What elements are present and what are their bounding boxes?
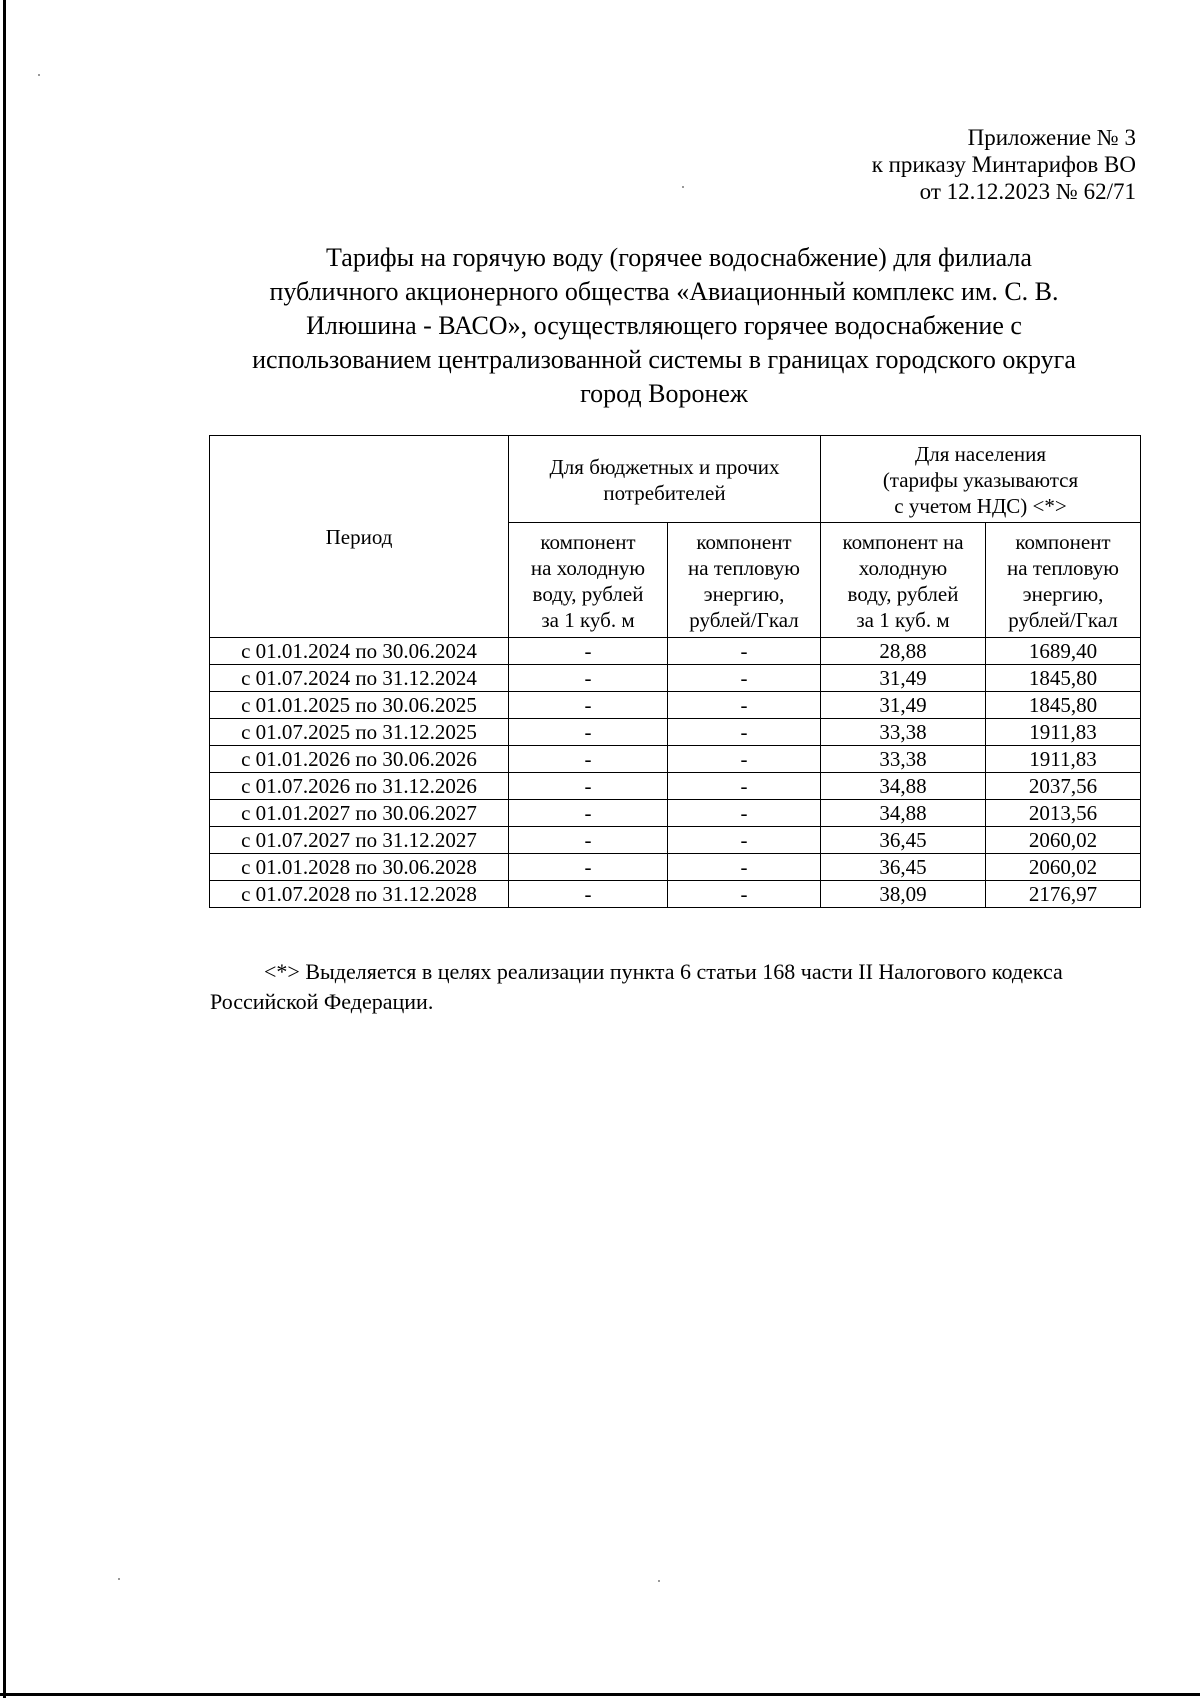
scan-speck <box>38 74 40 76</box>
row-period: с 01.01.2027 по 30.06.2027 <box>210 800 509 827</box>
table-row <box>210 746 1141 773</box>
scan-speck <box>682 186 684 188</box>
row-population-heat: 1845,80 <box>986 665 1141 692</box>
table-row <box>210 881 1141 908</box>
table-row <box>210 692 1141 719</box>
row-population-heat: 2060,02 <box>986 827 1141 854</box>
scan-speck <box>118 1578 120 1580</box>
budget-cold-header-l3: воду, рублей <box>532 582 644 606</box>
period-header: Период <box>210 436 509 638</box>
population-cold-header <box>821 523 986 638</box>
row-budget-heat: - <box>668 746 821 773</box>
appendix-line-2: к приказу Минтарифов ВО <box>871 152 1136 177</box>
row-budget-cold: - <box>509 746 668 773</box>
row-period: с 01.01.2028 по 30.06.2028 <box>210 854 509 881</box>
row-population-cold: 33,38 <box>821 719 986 746</box>
population-cold-header-l2: холодную <box>858 556 948 580</box>
row-population-cold: 34,88 <box>821 800 986 827</box>
budget-heat-header-l4: рублей/Гкал <box>689 608 799 632</box>
scan-edge-bottom <box>0 1693 1200 1696</box>
row-budget-cold: - <box>509 665 668 692</box>
row-population-heat: 2060,02 <box>986 854 1141 881</box>
row-population-heat: 1911,83 <box>986 719 1141 746</box>
population-heat-header-l2: на тепловую <box>1007 556 1119 580</box>
row-period: с 01.07.2028 по 31.12.2028 <box>210 881 509 908</box>
table-row <box>210 638 1141 665</box>
population-heat-header-l3: энергию, <box>1022 582 1104 606</box>
row-population-heat: 2013,56 <box>986 800 1141 827</box>
row-period: с 01.01.2024 по 30.06.2024 <box>210 638 509 665</box>
row-budget-heat: - <box>668 773 821 800</box>
budget-heat-header-l3: энергию, <box>703 582 785 606</box>
table-row <box>210 827 1141 854</box>
row-population-cold: 36,45 <box>821 854 986 881</box>
title-line-4: использованием централизованной системы в границах городского округа <box>252 345 1076 374</box>
row-budget-cold: - <box>509 719 668 746</box>
population-heat-header-l1: компонент <box>1015 530 1111 554</box>
row-budget-heat: - <box>668 665 821 692</box>
budget-heat-header-l2: на тепловую <box>688 556 800 580</box>
appendix-line-1: Приложение № 3 <box>967 125 1136 150</box>
table-row <box>210 665 1141 692</box>
budget-cold-header <box>509 523 668 638</box>
row-budget-heat: - <box>668 827 821 854</box>
title-line-1: Тарифы на горячую воду (горячее водоснабжение) для филиала <box>326 243 1032 272</box>
population-heat-header <box>986 523 1141 638</box>
population-cold-header-l3: воду, рублей <box>847 582 959 606</box>
title-line-5: город Воронеж <box>580 379 748 408</box>
title-line-2: публичного акционерного общества «Авиационный комплекс им. С. В. <box>269 277 1059 306</box>
row-population-cold: 28,88 <box>821 638 986 665</box>
budget-heat-header <box>668 523 821 638</box>
table-row <box>210 800 1141 827</box>
row-period: с 01.01.2025 по 30.06.2025 <box>210 692 509 719</box>
population-group-line-3: с учетом НДС) <*> <box>894 494 1067 518</box>
scan-speck <box>658 1580 660 1582</box>
row-budget-cold: - <box>509 800 668 827</box>
row-budget-heat: - <box>668 800 821 827</box>
budget-cold-header-l2: на холодную <box>530 556 646 580</box>
row-population-heat: 1911,83 <box>986 746 1141 773</box>
row-population-cold: 31,49 <box>821 665 986 692</box>
row-population-heat: 2176,97 <box>986 881 1141 908</box>
population-group-line-1: Для населения <box>914 442 1047 466</box>
row-period: с 01.07.2027 по 31.12.2027 <box>210 827 509 854</box>
row-budget-cold: - <box>509 827 668 854</box>
row-budget-heat: - <box>668 854 821 881</box>
row-population-heat: 1845,80 <box>986 692 1141 719</box>
row-population-heat: 1689,40 <box>986 638 1141 665</box>
row-budget-cold: - <box>509 881 668 908</box>
title-line-3: Илюшина - ВАСО», осуществляющего горячее водоснабжение с <box>306 311 1022 340</box>
document-title <box>210 241 1118 411</box>
budget-group-label: Для бюджетных и прочих потребителей <box>549 455 780 505</box>
row-period: с 01.07.2024 по 31.12.2024 <box>210 665 509 692</box>
row-population-cold: 31,49 <box>821 692 986 719</box>
row-population-cold: 38,09 <box>821 881 986 908</box>
row-period: с 01.01.2026 по 30.06.2026 <box>210 746 509 773</box>
population-cold-header-l1: компонент на <box>842 530 964 554</box>
population-group-header <box>821 436 1141 523</box>
row-population-cold: 36,45 <box>821 827 986 854</box>
row-population-cold: 34,88 <box>821 773 986 800</box>
table-row <box>210 854 1141 881</box>
population-cold-header-l4: за 1 куб. м <box>856 608 950 632</box>
row-budget-cold: - <box>509 773 668 800</box>
population-heat-header-l4: рублей/Гкал <box>1008 608 1118 632</box>
budget-group-header <box>509 436 821 523</box>
row-budget-cold: - <box>509 692 668 719</box>
row-budget-heat: - <box>668 881 821 908</box>
budget-heat-header-l1: компонент <box>696 530 792 554</box>
appendix-header <box>872 124 1136 205</box>
row-budget-cold: - <box>509 638 668 665</box>
budget-cold-header-l4: за 1 куб. м <box>541 608 635 632</box>
appendix-line-3: от 12.12.2023 № 62/71 <box>919 179 1136 204</box>
row-period: с 01.07.2026 по 31.12.2026 <box>210 773 509 800</box>
tariffs-table <box>209 435 1141 908</box>
table-row <box>210 773 1141 800</box>
row-population-heat: 2037,56 <box>986 773 1141 800</box>
row-budget-heat: - <box>668 692 821 719</box>
row-budget-heat: - <box>668 638 821 665</box>
row-population-cold: 33,38 <box>821 746 986 773</box>
population-group-line-2: (тарифы указываются <box>882 468 1079 492</box>
row-period: с 01.07.2025 по 31.12.2025 <box>210 719 509 746</box>
footnote: <*> Выделяется в целях реализации пункта 6 статьи 168 части II Налогового кодекса Российской Федерации. <box>210 959 1063 1014</box>
table-row <box>210 719 1141 746</box>
row-budget-heat: - <box>668 719 821 746</box>
scan-edge-left <box>3 0 6 1698</box>
row-budget-cold: - <box>509 854 668 881</box>
budget-cold-header-l1: компонент <box>540 530 636 554</box>
